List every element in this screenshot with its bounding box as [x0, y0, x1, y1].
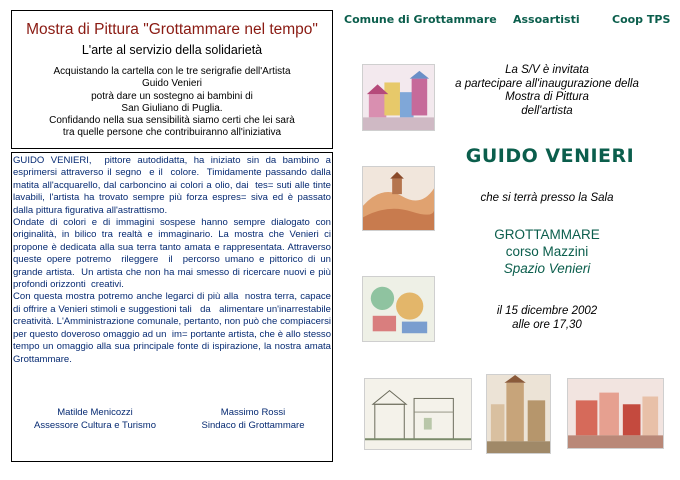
biography-text: GUIDO VENIERI, pittore autodidatta, ha iniziato sin da bambino a esprimersi attraverso il segno e il colore. Timidamente passando dalla matita all'acquarello, dal carboncino ai colori a olio, dai tes= suti alle tinte lavabili, l'artista ha trovato sempre più forza espres= siva ed è passato dalla pittura figurativa all'astrattismo. Ondate di colori e di immagini sospese hanno sempre dialogato con originalità, in bilico tra realtà e immaginario. La mostra che Venieri ci propone è dedicata alla sua terra tanto amata e rappresentata. Attraverso queste opere potremo rileggere il percorso umano e pittorico di un grande artista. Un artista che non ha mai smesso di ricercare nuovi e più profondi orizzonti creativi. Con questa mostra potremo anche legarci di più alla nostra terra, capace di offrire a Venieri stimoli e suggestioni tali da alimentare un'inarrestabile creatività. L'Amministrazione comunale, pertanto, non può che compiacersi per questo doveroso omaggio ad un im= portante artista, che è allo stesso tempo un omaggio alla sua principale fonte di ispirazione, la nostra amata Grottammare.	[13, 155, 331, 365]
signature-assessore: Matilde Menicozzi Assessore Cultura e Turismo	[34, 407, 156, 431]
painting-orange-hills	[362, 166, 435, 231]
venue-intro: che si terrà presso la Sala	[480, 192, 614, 204]
charity-paragraph: Acquistando la cartella con le tre serigrafie dell'Artista Guido Venieri potrà dare un sostegno ai bambini di San Giuliano di Puglia. Confidando nella sua sensibilità siamo certi che lei sarà tra quelle persone che contribuiranno all'iniziativa	[49, 66, 295, 139]
signature-sindaco: Massimo Rossi Sindaco di Grottammare	[201, 407, 305, 431]
header-comune: Comune di Grottammare	[344, 13, 497, 26]
exhibition-subtitle: L'arte al servizio della solidarietà	[81, 43, 263, 57]
venue-block	[432, 226, 662, 277]
header-coop: Coop TPS	[612, 13, 671, 26]
artist-name: GUIDO VENIERI	[465, 145, 635, 167]
painting-abstract-colors	[362, 276, 435, 342]
exhibition-title: Mostra di Pittura "Grottammare nel tempo"	[26, 21, 318, 38]
intro-box	[11, 10, 333, 149]
painting-colorful-village	[362, 64, 435, 131]
venue-name: Spazio Venieri	[503, 261, 591, 276]
invitation-text: La S/V è invitata a partecipare all'inaugurazione della Mostra di Pittura dell'artista	[455, 64, 639, 117]
venue-city: GROTTAMMARE	[494, 227, 600, 242]
header-assoartisti: Assoartisti	[513, 13, 580, 26]
biography-box	[11, 152, 333, 462]
event-date: il 15 dicembre 2002 alle ore 17,30	[496, 305, 598, 331]
painting-red-houses	[567, 378, 664, 449]
painting-sketch-town	[364, 378, 472, 450]
venue-street: corso Mazzini	[505, 244, 589, 259]
painting-tower-street	[486, 374, 551, 454]
